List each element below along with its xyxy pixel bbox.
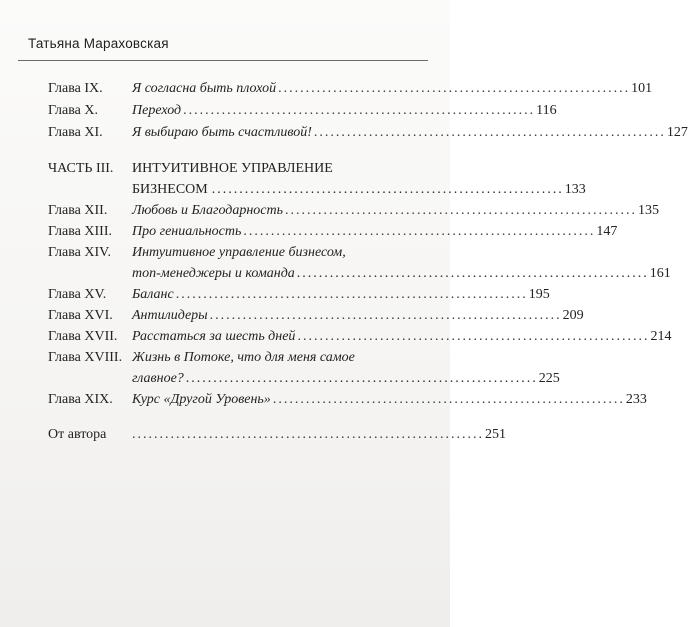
- leader-dots: ................................................................: [209, 308, 562, 323]
- leader-dots: ................................................................: [313, 125, 666, 140]
- toc-title: Курс «Другой Уровень»: [132, 392, 271, 407]
- toc-label: Глава XVI.: [48, 308, 113, 323]
- toc-page: 209: [562, 308, 584, 323]
- toc-title: Антилидеры: [132, 308, 208, 323]
- toc-page: 101: [631, 81, 653, 96]
- toc-label: Глава IX.: [48, 81, 103, 96]
- toc-title: Расстаться за шесть дней: [132, 329, 296, 344]
- leader-dots: ................................................................: [278, 81, 631, 96]
- toc-title-line2: топ-менеджеры и команда: [132, 266, 295, 281]
- leader-dots: ................................................................: [272, 392, 625, 407]
- toc-title-line1: Жизнь в Потоке, что для меня самое: [132, 350, 355, 365]
- leader-dots: ................................................................: [132, 427, 484, 442]
- leader-dots: ................................................................: [183, 103, 536, 118]
- leader-dots: ................................................................: [243, 224, 596, 239]
- toc-page: 161: [649, 266, 671, 281]
- toc-label: Глава XVII.: [48, 329, 118, 344]
- toc-title: Я выбираю быть счастливой!: [132, 125, 312, 140]
- toc-page: 233: [625, 392, 647, 407]
- toc-title: Любовь и Благодарность: [132, 203, 284, 218]
- toc-label: Глава XI.: [48, 125, 103, 140]
- toc-page: 133: [564, 182, 586, 197]
- leader-dots: ................................................................: [285, 203, 638, 218]
- toc-page: 127: [666, 125, 688, 140]
- leader-dots: ................................................................: [297, 329, 650, 344]
- toc-title: Я согласна быть плохой: [132, 81, 277, 96]
- toc-title: Переход: [132, 103, 182, 118]
- toc-label: Глава XIII.: [48, 224, 112, 239]
- toc-label: От автора: [48, 427, 107, 442]
- toc-label: Глава X.: [48, 103, 98, 118]
- leader-dots: ................................................................: [175, 287, 528, 302]
- running-header-author: Татьяна Мараховская: [28, 36, 169, 51]
- toc-part-title-line1: ИНТУИТИВНОЕ УПРАВЛЕНИЕ: [132, 161, 333, 176]
- toc-page: 147: [596, 224, 618, 239]
- toc-page: 214: [650, 329, 672, 344]
- toc-label: Глава XII.: [48, 203, 108, 218]
- leader-dots: ................................................................: [296, 266, 649, 281]
- toc-label: Глава XVIII.: [48, 350, 123, 365]
- toc-label: Глава XIV.: [48, 245, 111, 260]
- toc-page: 225: [538, 371, 560, 386]
- toc-title-line2: главное?: [132, 371, 184, 386]
- toc-label: Глава XIX.: [48, 392, 113, 407]
- toc-part-title-line2: БИЗНЕСОМ: [132, 182, 208, 197]
- toc-title: Про гениальность: [132, 224, 242, 239]
- toc-title: Баланс: [132, 287, 174, 302]
- leader-dots: ................................................................: [211, 182, 564, 197]
- toc-title-line1: Интуитивное управление бизнесом,: [132, 245, 346, 260]
- toc-part-label: ЧАСТЬ III.: [48, 161, 114, 176]
- toc-page: 135: [638, 203, 660, 218]
- toc-label: Глава XV.: [48, 287, 107, 302]
- toc-page: 195: [528, 287, 550, 302]
- leader-dots: ................................................................: [185, 371, 538, 386]
- header-rule: [18, 60, 428, 61]
- toc-page: 116: [536, 103, 557, 118]
- toc-page: 251: [485, 427, 506, 442]
